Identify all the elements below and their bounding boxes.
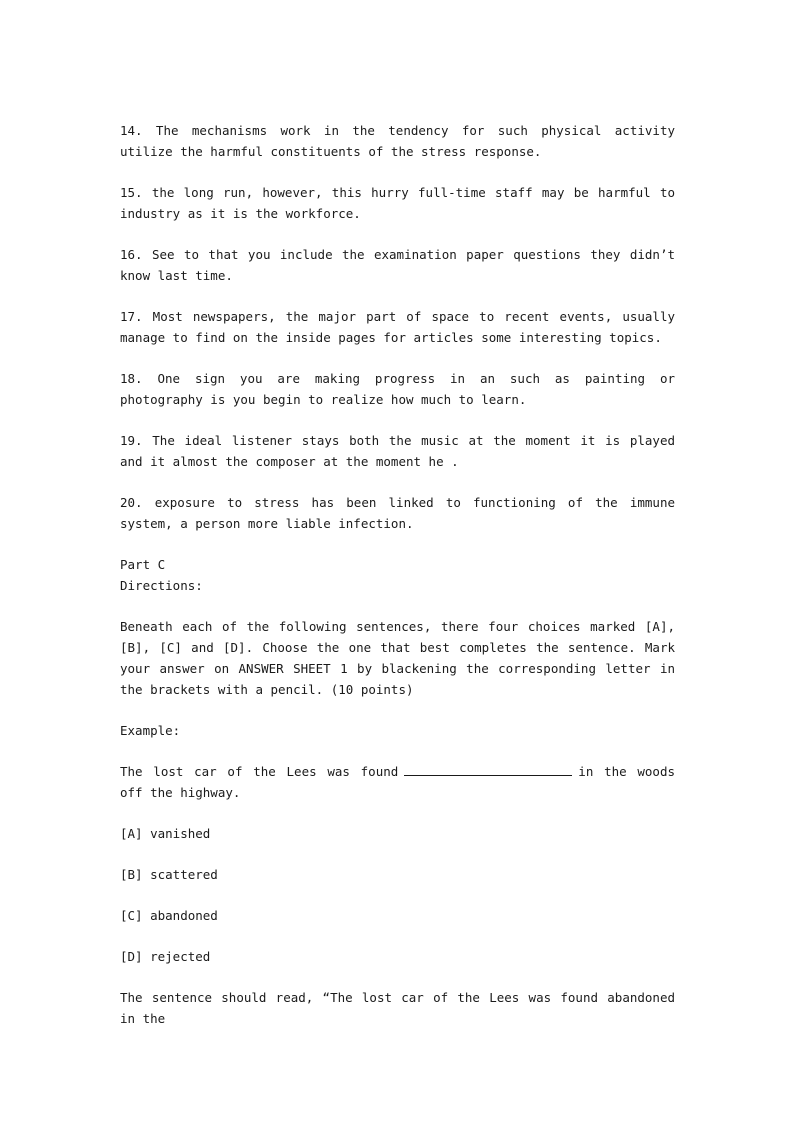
question-19: 19. The ideal listener stays both the music at the moment it is played and it almost the composer at the moment he . xyxy=(120,433,675,469)
question-14: 14. The mechanisms work in the tendency for such physical activity utilize the harmful constituents of the stress response. xyxy=(120,123,675,159)
question-20: 20. exposure to stress has been linked to functioning of the immune system, a person more liable infection. xyxy=(120,495,675,531)
choice-a: [A] vanished xyxy=(120,826,211,841)
question-18: 18. One sign you are making progress in an such as painting or photography is you begin to realize how much to learn. xyxy=(120,371,675,407)
choice-d: [D] rejected xyxy=(120,949,211,964)
part-c-title: Part C xyxy=(120,557,166,572)
example-sentence-before: The lost car of the Lees was found xyxy=(120,764,399,779)
question-16: 16. See to that you include the examination paper questions they didn’t know last time. xyxy=(120,247,675,283)
question-17: 17. Most newspapers, the major part of space to recent events, usually manage to find on the inside pages for articles some interesting topics. xyxy=(120,309,675,345)
example-sentence xyxy=(120,761,675,803)
directions-text: Beneath each of the following sentences, there four choices marked [A], [B], [C] and [D]. Choose the one that best completes the sentence. Mark your answer on ANSWER SHEET 1 by blackening the corresponding letter in the brackets with a pencil. (10 points) xyxy=(120,619,675,697)
document-page xyxy=(120,120,675,1029)
choice-c: [C] abandoned xyxy=(120,908,218,923)
question-15: 15. the long run, however, this hurry full-time staff may be harmful to industry as it is the workforce. xyxy=(120,185,675,221)
answer-blank xyxy=(404,763,572,776)
answer-explanation: The sentence should read, “The lost car of the Lees was found abandoned in the xyxy=(120,990,675,1026)
example-sentence-after: in the woods off the highway. xyxy=(120,764,676,800)
directions-label: Directions: xyxy=(120,578,203,593)
part-c-heading xyxy=(120,554,675,596)
example-label: Example: xyxy=(120,723,181,738)
choice-b: [B] scattered xyxy=(120,867,218,882)
